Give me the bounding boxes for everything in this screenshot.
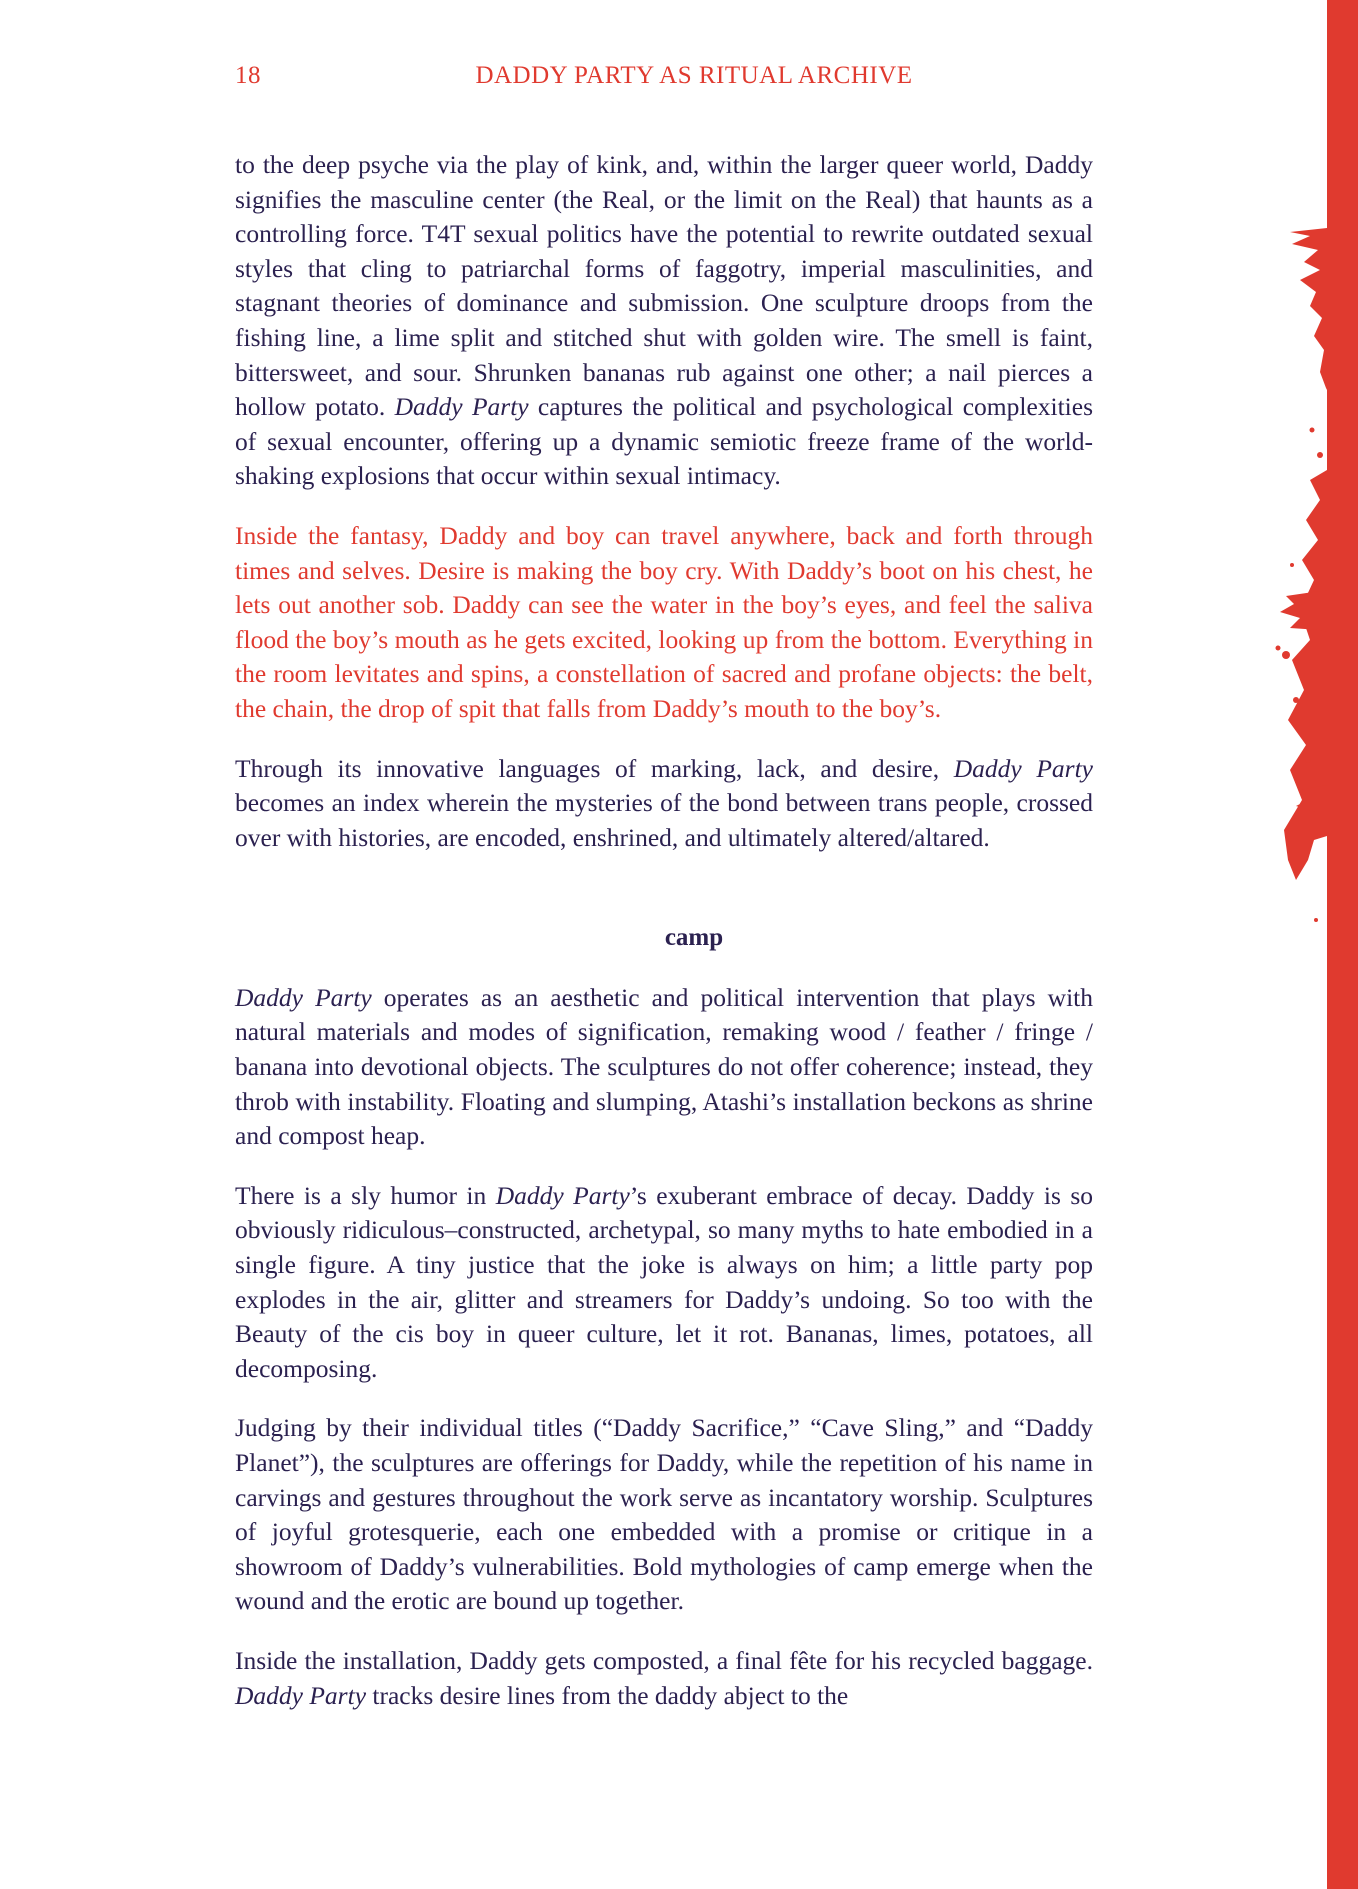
red-paint-stripe-decoration (1230, 0, 1358, 1889)
paragraph-1 (235, 148, 1093, 494)
paragraph-1-italic-title: Daddy Party (394, 392, 529, 422)
paragraph-7-text-b: tracks desire lines from the daddy abject to the (366, 1680, 849, 1710)
running-title: DADDY PARTY AS RITUAL ARCHIVE (475, 62, 913, 89)
running-header (235, 62, 1093, 96)
body-text (235, 148, 1093, 1738)
paragraph-5-italic-title: Daddy Party (495, 1180, 630, 1210)
paragraph-7-text-a: Inside the installation, Daddy gets composted, a final fête for his recycled baggage. (235, 1645, 1093, 1675)
paragraph-4 (235, 981, 1093, 1154)
paragraph-5-text-a: There is a sly humor in (235, 1180, 496, 1210)
paragraph-6: Judging by their individual titles (“Daddy Sacrifice,” “Cave Sling,” and “Daddy Planet”), the sculptures are offerings for Daddy, while the repetition of his name in carvings and gestures throughout the work serve as incantatory worship. Sculptures of joyful grotesquerie, each one embedded with a promise or critique in a showroom of Daddy’s vulnerabilities. Bold mythologies of camp emerge when the wound and the erotic are bound up together. (235, 1413, 1093, 1616)
section-heading: camp (664, 924, 724, 952)
paragraph-4-text-b: operates as an aesthetic and political intervention that plays with natural materials and modes of signification, remaking wood / feather / fringe / banana into devotional objects. The sculptures do not offer coherence; instead, they throb with instability. Floating and slumping, Atashi’s installation beckons as shrine and compost heap. (235, 982, 1093, 1151)
paragraph-5-text-b: ’s exuberant embrace of decay. Daddy is so obviously ridiculous–constructed, archetypal, so many myths to hate embodied in a single figure. A tiny justice that the joke is always on him; a little party pop explodes in the air, glitter and streamers for Daddy’s undoing. So too with the Beauty of the cis boy in queer culture, let it rot. Bananas, limes, potatoes, all decomposing. (235, 1180, 1094, 1383)
paragraph-7 (235, 1644, 1093, 1713)
paragraph-4-italic-title: Daddy Party (235, 982, 372, 1012)
paragraph-3-text-a: Through its innovative languages of marking, lack, and desire, (235, 753, 954, 783)
paragraph-1-text-a: to the deep psyche via the play of kink, and, within the larger queer world, Daddy signifies the masculine center (the Real, or the limit on the Real) that haunts as a controlling force. T4T sexual politics have the potential to rewrite outdated sexual styles that cling to patriarchal forms of faggotry, imperial masculinities, and stagnant theories of dominance and submission. One sculpture droops from the fishing line, a lime split and stitched shut with golden wire. The smell is faint, bittersweet, and sour. Shrunken bananas rub against one other; a nail pierces a hollow potato. (235, 150, 1093, 422)
paragraph-2-red: Inside the fantasy, Daddy and boy can travel anywhere, back and forth through times and selves. Desire is making the boy cry. With Daddy’s boot on his chest, he lets out another sob. Daddy can see the water in the boy’s eyes, and feel the saliva flood the boy’s mouth as he gets excited, looking up from the bottom. Everything in the room levitates and spins, a constellation of sacred and profane objects: the belt, the chain, the drop of spit that falls from Daddy’s mouth to the boy’s. (235, 520, 1093, 723)
paragraph-5 (235, 1179, 1093, 1387)
paragraph-3-italic-title: Daddy Party (953, 753, 1093, 783)
page-number: 18 (235, 62, 261, 89)
paragraph-3 (235, 752, 1093, 856)
paragraph-1-text-b: captures the political and psychological complexities of sexual encounter, offering up a dynamic semiotic freeze frame of the world-shaking explosions that occur within sexual intimacy. (235, 392, 1094, 491)
paragraph-7-italic-title: Daddy Party (235, 1680, 367, 1710)
paragraph-3-text-b: becomes an index wherein the mysteries of the bond between trans people, crossed over with histories, are encoded, enshrined, and ultimately altered/altared. (235, 788, 1093, 852)
